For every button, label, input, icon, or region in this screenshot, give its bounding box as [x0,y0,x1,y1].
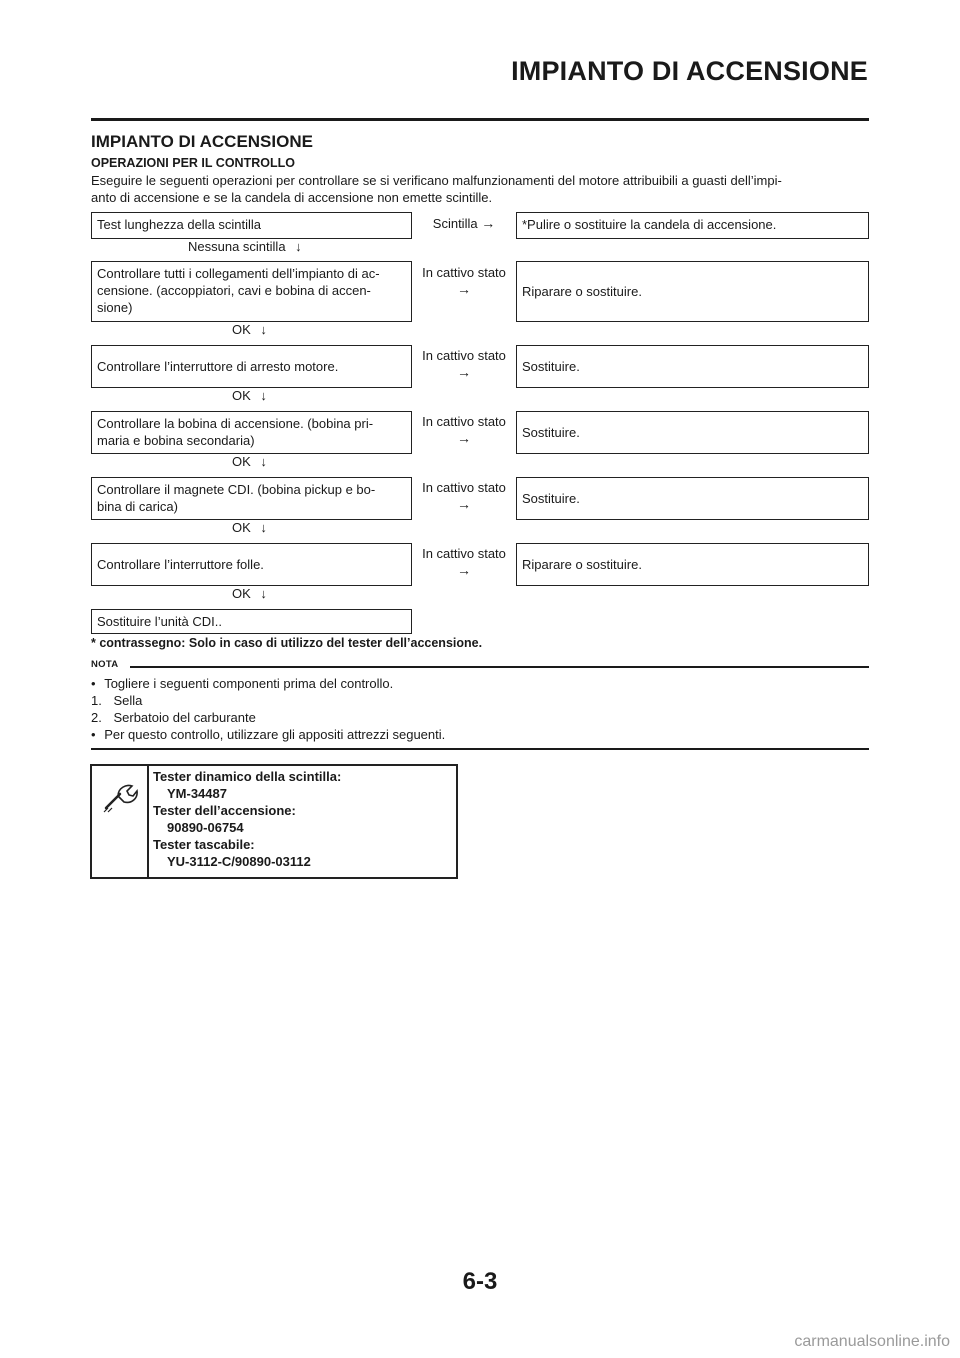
flow-down-5 [232,519,267,536]
box-line: Controllare tutti i collegamenti dell’impianto di ac- [97,266,380,281]
down-label: OK [232,586,251,601]
flow-condition-3 [412,347,516,381]
bullet-text: Per questo controllo, utilizzare gli appositi attrezzi seguenti. [104,727,446,742]
down-label: Nessuna scintilla [188,239,286,254]
condition-label: In cattivo stato [422,480,506,495]
intro-line: anto di accensione e se la candela di accensione non emette scintille. [91,190,493,205]
intro-paragraph [91,172,871,206]
condition-label: Scintilla [432,216,478,231]
condition-label: In cattivo stato [422,546,506,561]
flow-action-box-1: *Pulire o sostituire la candela di accensione. [516,212,869,239]
arrow-right-icon: → [481,215,496,231]
nota-bullet-item [91,675,393,692]
box-line: censione. (accoppiatori, cavi e bobina di accen- [97,283,371,298]
box-line: maria e bobina secondaria) [97,433,255,448]
arrow-right-icon: → [457,562,471,578]
condition-label: In cattivo stato [422,265,506,280]
action-label: Sostituire. [522,491,580,506]
nota-bullet-item [91,726,445,743]
flow-check-box-1: Test lunghezza della scintilla [91,212,412,239]
box-line: bina di carica) [97,499,178,514]
flow-down-6 [232,585,267,602]
tool-list [153,768,341,870]
header-rule [91,118,869,121]
box-line: Controllare la bobina di accensione. (bobina pri- [97,416,374,431]
flow-condition-5 [412,479,516,513]
check-label: Controllare l’interruttore folle. [97,557,264,572]
down-label: OK [232,388,251,403]
condition-label: In cattivo stato [422,414,506,429]
arrow-right-icon: → [457,496,471,512]
flow-condition-2 [412,264,516,298]
tool-icon-cell [92,766,149,877]
bullet-text: Togliere i seguenti componenti prima del controllo. [104,676,394,691]
action-label: Sostituire. [522,359,580,374]
page-header-title: IMPIANTO DI ACCENSIONE [511,56,868,86]
flow-condition-4 [412,413,516,447]
item-text: Serbatoio del carburante [113,710,256,725]
arrow-right-icon: → [457,364,471,380]
arrow-down-icon: ↓ [260,454,267,469]
nota-rule [130,666,869,668]
flow-down-1 [188,238,302,255]
tool-name: Tester dell’accensione: [153,803,296,818]
bullet: • [91,676,96,691]
action-label: Sostituire. [522,425,580,440]
flow-condition-6 [412,545,516,579]
flow-action-box-6 [516,543,869,586]
page-number: 6-3 [462,1268,498,1295]
action-label: Riparare o sostituire. [522,284,642,299]
nota-numbered-item [91,709,256,726]
action-label: Riparare o sostituire. [522,557,642,572]
arrow-down-icon: ↓ [260,586,267,601]
flow-action-box-4 [516,411,869,454]
tool-name: Tester tascabile: [153,837,255,852]
nota-label: NOTA [91,659,119,670]
flow-check-box-7: Sostituire l’unità CDI.. [91,609,412,634]
special-tools-box [90,764,458,879]
flow-check-box-4 [91,411,412,454]
flow-check-box-2 [91,261,412,322]
footnote: * contrassegno: Solo in caso di utilizzo del tester dell’accensione. [91,636,483,650]
arrow-right-icon: → [457,430,471,446]
tool-name: Tester dinamico della scintilla: [153,769,342,784]
flow-action-box-2 [516,261,869,322]
tool-code: YM-34487 [167,786,227,801]
check-label: Controllare l’interruttore di arresto motore. [97,359,339,374]
flow-down-3 [232,387,267,404]
flow-action-box-3 [516,345,869,388]
arrow-down-icon: ↓ [295,239,302,254]
flow-action-box-5 [516,477,869,520]
flow-down-2 [232,321,267,338]
condition-label: In cattivo stato [422,348,506,363]
flow-down-4 [232,453,267,470]
tool-code: YU-3112-C/90890-03112 [167,854,311,869]
down-label: OK [232,322,251,337]
tool-code: 90890-06754 [167,820,244,835]
bullet: • [91,727,96,742]
wrench-icon [100,778,140,818]
arrow-down-icon: ↓ [260,388,267,403]
item-number: 2. [91,710,102,725]
down-label: OK [232,520,251,535]
box-line: sione) [97,300,133,315]
down-label: OK [232,454,251,469]
subsection-title: OPERAZIONI PER IL CONTROLLO [91,156,295,170]
nota-numbered-item [91,692,142,709]
flow-condition-1 [412,215,516,232]
flow-check-box-5 [91,477,412,520]
arrow-right-icon: → [457,281,471,297]
arrow-down-icon: ↓ [260,520,267,535]
flow-check-box-6 [91,543,412,586]
nota-end-rule [91,748,869,750]
item-text: Sella [113,693,143,708]
intro-line: Eseguire le seguenti operazioni per controllare se si verificano malfunzionamenti del motore attribuibili a guasti dell’impi- [91,173,782,188]
watermark: carmanualsonline.info [794,1333,950,1350]
arrow-down-icon: ↓ [260,322,267,337]
flow-check-box-3 [91,345,412,388]
section-title: IMPIANTO DI ACCENSIONE [91,132,313,151]
item-number: 1. [91,693,102,708]
box-line: Controllare il magnete CDI. (bobina pickup e bo- [97,482,376,497]
